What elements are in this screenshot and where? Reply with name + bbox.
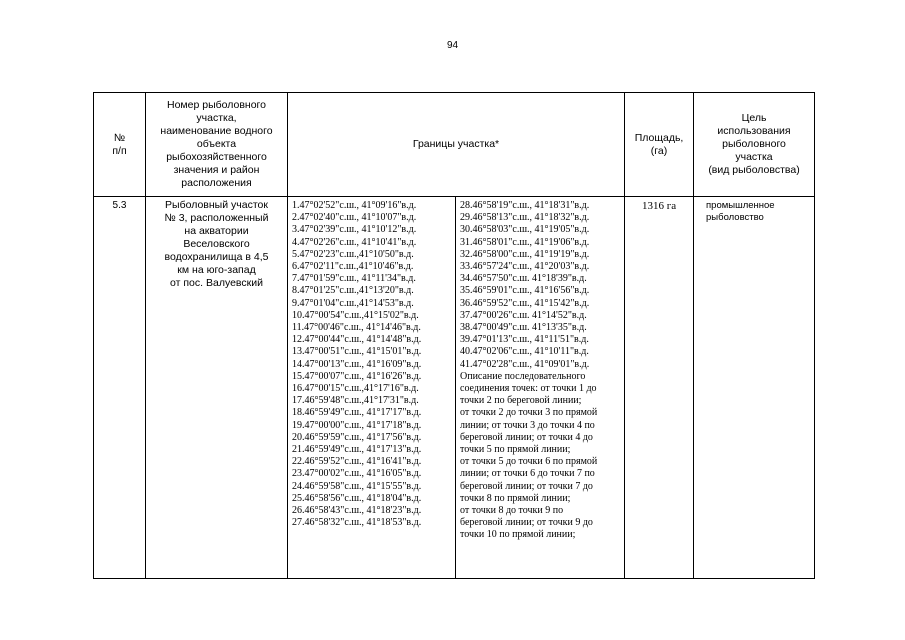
area-name bbox=[146, 197, 288, 579]
coordinate-line: 34.46°57'50"с.ш. 41°18'39"в.д. bbox=[460, 273, 587, 285]
area-name-line: на акватории bbox=[184, 225, 249, 237]
coordinate-line: 28.46°58'19"с.ш., 41°18'31"в.д. bbox=[460, 200, 590, 211]
coordinate-line: 7.47°01'59"с.ш., 41°11'34"в.д. bbox=[292, 273, 416, 285]
area-name-line: км на юго-запад bbox=[177, 264, 256, 276]
header-name-line: рыбохозяйственного bbox=[166, 151, 267, 163]
header-purpose bbox=[694, 93, 815, 197]
header-name-line: значения и район bbox=[173, 164, 260, 176]
area-name-line: № 3, расположенный bbox=[164, 212, 269, 224]
coords-right-cell bbox=[456, 197, 625, 579]
coordinate-line: 12.47°00'44"с.ш., 41°14'48"в.д. bbox=[292, 334, 422, 346]
description-line: береговой линии; от точки 9 до bbox=[460, 517, 593, 529]
coordinate-line: 17.46°59'48"с.ш.,41°17'31"в.д. bbox=[292, 395, 419, 407]
header-purpose-line: Цель bbox=[741, 112, 767, 124]
coordinate-line: 18.46°59'49"с.ш., 41°17'17"в.д. bbox=[292, 407, 422, 419]
coordinate-line: 38.47°00'49"с.ш. 41°13'35"в.д. bbox=[460, 322, 587, 334]
coordinate-line: 6.47°02'11"с.ш.,41°10'46"в.д. bbox=[292, 261, 414, 273]
coordinate-line: 29.46°58'13"с.ш., 41°18'32"в.д. bbox=[460, 212, 590, 224]
header-name bbox=[146, 93, 288, 197]
header-name-line: наименование водного bbox=[160, 125, 273, 137]
area-name-line: от пос. Валуевский bbox=[170, 277, 263, 289]
coordinate-line: 36.46°59'52"с.ш., 41°15'42"в.д. bbox=[460, 297, 590, 309]
header-purpose-line: участка bbox=[735, 151, 773, 163]
coordinate-line: 21.46°59'49"с.ш., 41°17'13"в.д. bbox=[292, 444, 422, 456]
coordinate-line: 37.47°00'26"с.ш. 41°14'52"в.д. bbox=[460, 309, 587, 321]
page-number: 94 bbox=[446, 40, 459, 51]
description-line: точки 8 по прямой линии; bbox=[460, 492, 571, 504]
coordinate-line: 31.46°58'01"с.ш., 41°19'06"в.д. bbox=[460, 236, 590, 248]
header-num-line: № bbox=[113, 131, 126, 144]
area-name-line: Рыболовный участок bbox=[165, 199, 268, 211]
description-line: Описание последовательного bbox=[460, 370, 586, 382]
coordinate-line: 16.47°00'15"с.ш.,41°17'16"в.д. bbox=[292, 383, 419, 395]
description-line: береговой линии; от точки 4 до bbox=[460, 431, 593, 443]
coordinate-line: 26.46°58'43"с.ш., 41°18'23"в.д. bbox=[292, 505, 422, 517]
coordinate-line: 1.47°02'52"с.ш., 41°09'16"в.д. bbox=[292, 200, 417, 211]
header-name-line: участка, bbox=[196, 112, 237, 124]
description-line: береговой линии; от точки 7 до bbox=[460, 480, 593, 492]
header-area-line: Площадь, bbox=[634, 131, 684, 144]
coordinate-line: 8.47°01'25"с.ш.,41°13'20"в.д. bbox=[292, 285, 414, 297]
coordinate-line: 15.47°00'07"с.ш., 41°16'26"в.д. bbox=[292, 370, 422, 382]
coordinate-line: 3.47°02'39"с.ш., 41°10'12"в.д. bbox=[292, 224, 417, 236]
header-bounds bbox=[288, 93, 625, 197]
header-num-line: п/п bbox=[112, 144, 127, 157]
coordinate-line: 9.47°01'04"с.ш.,41°14'53"в.д. bbox=[292, 297, 414, 309]
description-line: соединения точек: от точки 1 до bbox=[460, 383, 597, 395]
header-area-line: (га) bbox=[650, 144, 668, 157]
header-area bbox=[625, 93, 694, 197]
description-line: от точки 5 до точки 6 по прямой bbox=[460, 456, 598, 468]
description-line: от точки 2 до точки 3 по прямой bbox=[460, 407, 598, 419]
coordinate-line: 41.47°02'28"с.ш., 41°09'01"в.д. bbox=[460, 358, 590, 370]
header-num bbox=[94, 93, 146, 197]
coordinate-line: 14.47°00'13"с.ш., 41°16'09"в.д. bbox=[292, 358, 422, 370]
table-row bbox=[94, 197, 815, 579]
coordinate-line: 13.47°00'51"с.ш., 41°15'01"в.д. bbox=[292, 346, 422, 358]
coordinate-line: 11.47°00'46"с.ш., 41°14'46"в.д. bbox=[292, 322, 421, 334]
header-name-line: расположения bbox=[181, 177, 252, 189]
fishing-areas-table bbox=[93, 92, 815, 579]
coordinate-line: 24.46°59'58"с.ш., 41°15'55"в.д. bbox=[292, 480, 422, 492]
coordinate-line: 20.46°59'59"с.ш., 41°17'56"в.д. bbox=[292, 431, 422, 443]
coordinate-line: 27.46°58'32"с.ш., 41°18'53"в.д. bbox=[292, 517, 422, 529]
coordinate-line: 32.46°58'00"с.ш., 41°19'19"в.д. bbox=[460, 248, 590, 260]
header-name-line: объекта bbox=[196, 138, 237, 150]
coordinate-line: 39.47°01'13"с.ш., 41°11'51"в.д. bbox=[460, 334, 589, 346]
purpose-cell bbox=[694, 197, 815, 579]
coordinate-line: 19.47°00'00"с.ш., 41°17'18"в.д. bbox=[292, 419, 422, 431]
coordinate-line: 2.47°02'40"с.ш., 41°10'07"в.д. bbox=[292, 212, 417, 224]
description-line: линии; от точки 3 до точки 4 по bbox=[460, 419, 595, 431]
description-line: линии; от точки 6 до точки 7 по bbox=[460, 468, 595, 480]
coordinate-line: 33.46°57'24"с.ш., 41°20'03"в.д. bbox=[460, 261, 590, 273]
description-line: точки 5 по прямой линии; bbox=[460, 444, 571, 456]
coordinate-line: 40.47°02'06"с.ш., 41°10'11"в.д. bbox=[460, 346, 589, 358]
header-purpose-line: рыболовного bbox=[722, 138, 786, 150]
coordinate-line: 23.47°00'02"с.ш., 41°16'05"в.д. bbox=[292, 468, 422, 480]
header-name-line: Номер рыболовного bbox=[167, 99, 266, 111]
description-line: от точки 8 до точки 9 по bbox=[460, 505, 564, 517]
coords-left-cell bbox=[288, 197, 456, 579]
purpose-line: промышленное bbox=[706, 200, 775, 211]
description-line: точки 2 по береговой линии; bbox=[460, 395, 582, 407]
header-purpose-line: использования bbox=[717, 125, 791, 137]
coordinate-line: 30.46°58'03"с.ш., 41°19'05"в.д. bbox=[460, 224, 590, 236]
header-row bbox=[94, 93, 815, 197]
area-name-line: Веселовского bbox=[183, 238, 250, 250]
header-purpose-line: (вид рыболовства) bbox=[708, 164, 800, 176]
coordinate-line: 22.46°59'52"с.ш., 41°16'41"в.д. bbox=[292, 456, 422, 468]
coordinate-line: 4.47°02'26"с.ш., 41°10'41"в.д. bbox=[292, 236, 417, 248]
coordinate-line: 5.47°02'23"с.ш.,41°10'50"в.д. bbox=[292, 248, 414, 260]
coordinate-line: 10.47°00'54"с.ш.,41°15'02"в.д. bbox=[292, 309, 419, 321]
area-name-line: водохранилища в 4,5 bbox=[164, 251, 269, 263]
description-line: точки 10 по прямой линии; bbox=[460, 529, 576, 541]
coordinate-line: 35.46°59'01"с.ш., 41°16'56"в.д. bbox=[460, 285, 590, 297]
coordinate-line: 25.46°58'56"с.ш., 41°18'04"в.д. bbox=[292, 492, 422, 504]
header-bounds-text: Границы участка* bbox=[412, 138, 500, 150]
purpose-line: рыболовство bbox=[706, 212, 764, 223]
row-number: 5.3 bbox=[94, 197, 146, 579]
area-size: 1316 га bbox=[625, 197, 694, 579]
